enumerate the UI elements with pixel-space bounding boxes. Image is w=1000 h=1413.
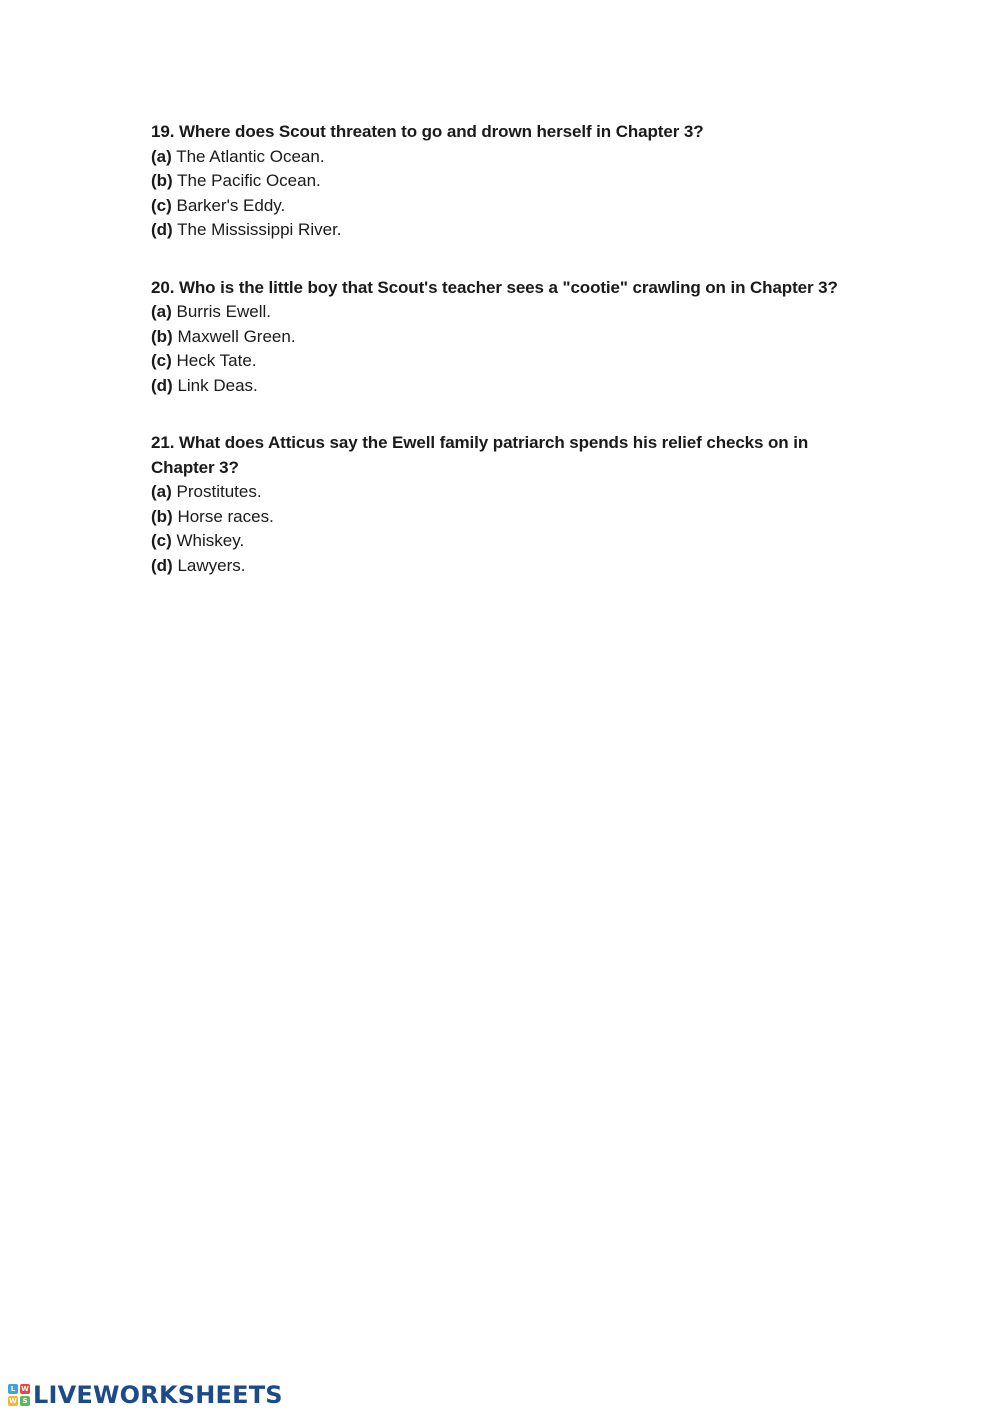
option-a[interactable]	[151, 480, 851, 505]
option-letter: (a)	[151, 146, 172, 166]
option-c[interactable]	[151, 529, 851, 554]
option-letter: (c)	[151, 531, 172, 550]
option-a[interactable]	[151, 300, 851, 325]
option-c[interactable]	[151, 349, 851, 374]
logo-mark-tile: W	[21, 1384, 29, 1393]
logo-mark-tile: S	[20, 1396, 30, 1406]
question-text: 19. Where does Scout threaten to go and drown herself in Chapter 3?	[151, 122, 704, 141]
option-d[interactable]	[151, 374, 851, 399]
option-text: Burris Ewell.	[176, 302, 271, 321]
option-letter: (c)	[151, 195, 172, 215]
question-20	[151, 276, 851, 399]
option-text: Horse races.	[177, 506, 274, 526]
option-text: The Pacific Ocean.	[177, 171, 321, 190]
question-21	[151, 431, 851, 578]
option-letter: (d)	[151, 555, 173, 575]
question-list	[151, 120, 851, 611]
option-text: Heck Tate.	[176, 351, 257, 370]
option-letter: (a)	[151, 482, 172, 501]
option-text: Link Deas.	[177, 375, 258, 395]
question-text: 20. Who is the little boy that Scout's teacher sees a "cootie" crawling on in Chapter 3?	[151, 277, 838, 297]
option-text: The Atlantic Ocean.	[176, 146, 325, 166]
question-text: 21. What does Atticus say the Ewell family patriarch spends his relief checks on in Chapter 3?	[151, 433, 809, 477]
option-letter: (b)	[151, 171, 173, 190]
option-letter: (b)	[151, 326, 173, 346]
option-c[interactable]	[151, 194, 851, 219]
option-text: Prostitutes.	[176, 482, 262, 501]
logo-mark-tile: W	[9, 1396, 17, 1405]
option-letter: (d)	[151, 220, 173, 239]
option-b[interactable]	[151, 169, 851, 194]
liveworksheets-logo	[8, 1381, 283, 1409]
option-text: The Mississippi River.	[177, 220, 342, 239]
option-d[interactable]	[151, 218, 851, 243]
option-d[interactable]	[151, 554, 851, 579]
logo-mark-tile: L	[8, 1384, 18, 1394]
option-text: Lawyers.	[177, 555, 246, 575]
option-letter: (a)	[151, 302, 172, 321]
option-text: Barker's Eddy.	[176, 195, 286, 215]
logo-mark-icon	[8, 1384, 30, 1406]
option-letter: (c)	[151, 351, 172, 370]
option-b[interactable]	[151, 325, 851, 350]
option-text: Whiskey.	[176, 531, 245, 550]
option-letter: (b)	[151, 506, 173, 526]
option-letter: (d)	[151, 375, 173, 395]
logo-text: LIVEWORKSHEETS	[33, 1381, 283, 1409]
option-text: Maxwell Green.	[177, 326, 296, 346]
option-b[interactable]	[151, 505, 851, 530]
option-a[interactable]	[151, 145, 851, 170]
question-19	[151, 120, 851, 243]
